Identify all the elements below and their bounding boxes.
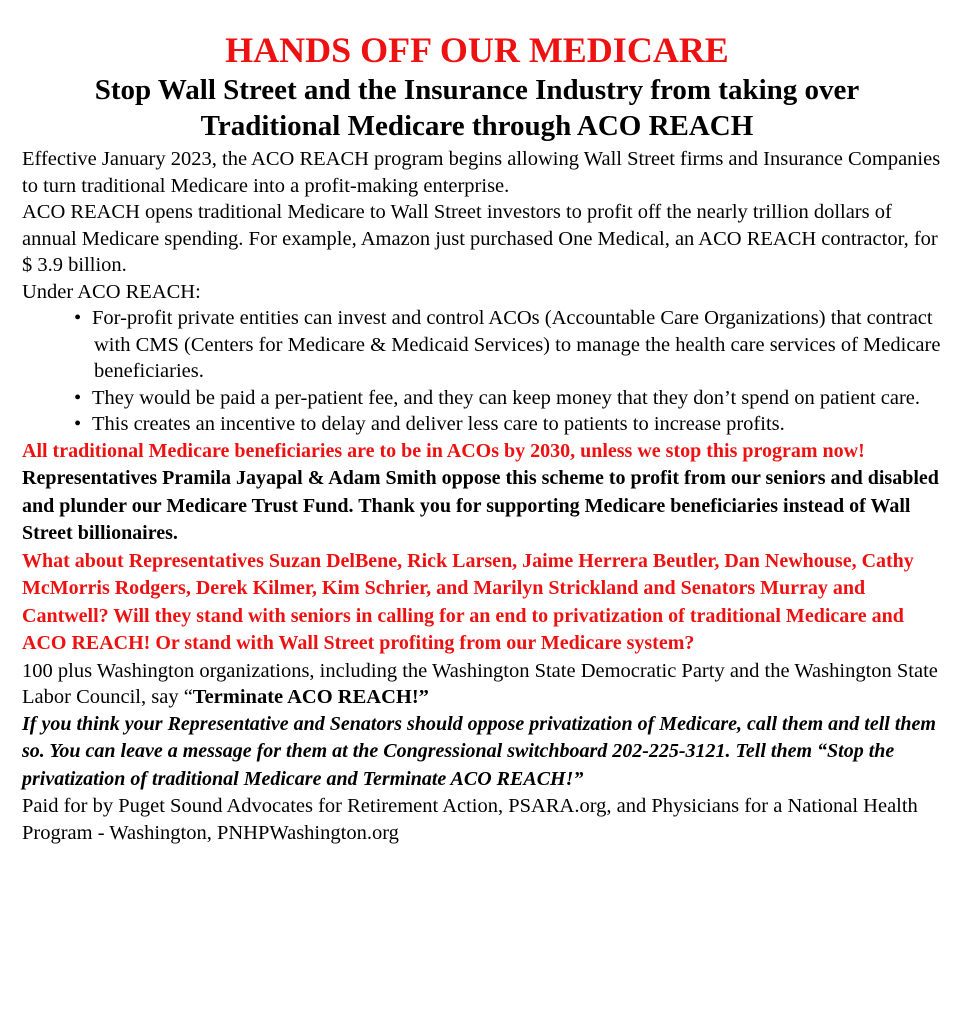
bullet-text: This creates an incentive to delay and deliver less care to patients to increase profits. [92,413,785,435]
representatives-thanks: Representatives Pramila Jayapal & Adam Smith oppose this scheme to profit from our seniors and disabled and plunder our Medicare Trust Fund. Thank you for supporting Medicare beneficiaries instead of Wall Street billionaires. [22,467,939,544]
subhead-line-1: Stop Wall Street and the Insurance Industry from taking over [94,74,860,106]
list-item [22,411,944,438]
question-paragraph: What about Representatives Suzan DelBene, Rick Larsen, Jaime Herrera Beutler, Dan Newhouse, Cathy McMorris Rodgers, Derek Kilmer, Kim Schrier, and Marilyn Strickland and Senators Murray and Cantwell? Will they stand with seniors in calling for an end to privatization of traditional Medicare and ACO REACH! Or stand with Wall Street profiting from our Medicare system? [22,549,914,654]
intro-paragraph: Effective January 2023, the ACO REACH program begins allowing Wall Street firms and Insurance Companies to turn traditional Medicare into a profit-making enterprise. [22,148,941,197]
list-item [22,305,944,385]
organizations-paragraph [22,658,944,711]
paid-for-by: Paid for by Puget Sound Advocates for Retirement Action, PSARA.org, and Physicians for a National Health Program - Washington, PNHPWashington.org [22,795,918,844]
bullet-icon: • [74,413,82,435]
list-item [22,385,944,412]
headline: HANDS OFF OUR MEDICARE [225,30,729,70]
bullet-text: They would be paid a per-patient fee, and they can keep money that they don’t spend on patient care. [92,386,921,409]
under-label: Under ACO REACH: [22,280,201,303]
organizations-quote: Terminate ACO REACH!” [192,686,429,708]
deadline-warning: All traditional Medicare beneficiaries are to be in ACOs by 2030, unless we stop this program now! [22,439,865,462]
subhead-line-2: Traditional Medicare through ACO REACH [200,110,754,142]
bullet-list [22,305,944,438]
organizations-text: 100 plus Washington organizations, including the Washington State Democratic Party and the Washington State Labor Council, say “ [22,659,938,708]
bullet-icon: • [74,386,82,409]
subhead [10,72,944,144]
bullet-icon: • [74,307,82,329]
bullet-text: For-profit private entities can invest and control ACOs (Accountable Care Organizations) that contract with CMS (Centers for Medicare & Medicaid Services) to manage the health care services of Medicare beneficiaries. [92,307,941,382]
call-to-action: If you think your Representative and Senators should oppose privatization of Medicare, call them and tell them so. You can leave a message for them at the Congressional switchboard 202-225-3121. Tell them “Stop the privatization of traditional Medicare and Terminate ACO REACH!” [22,712,936,790]
investors-paragraph: ACO REACH opens traditional Medicare to Wall Street investors to profit off the nearly trillion dollars of annual Medicare spending. For example, Amazon just purchased One Medical, an ACO REACH contractor, for $ 3.9 billion. [22,201,938,276]
